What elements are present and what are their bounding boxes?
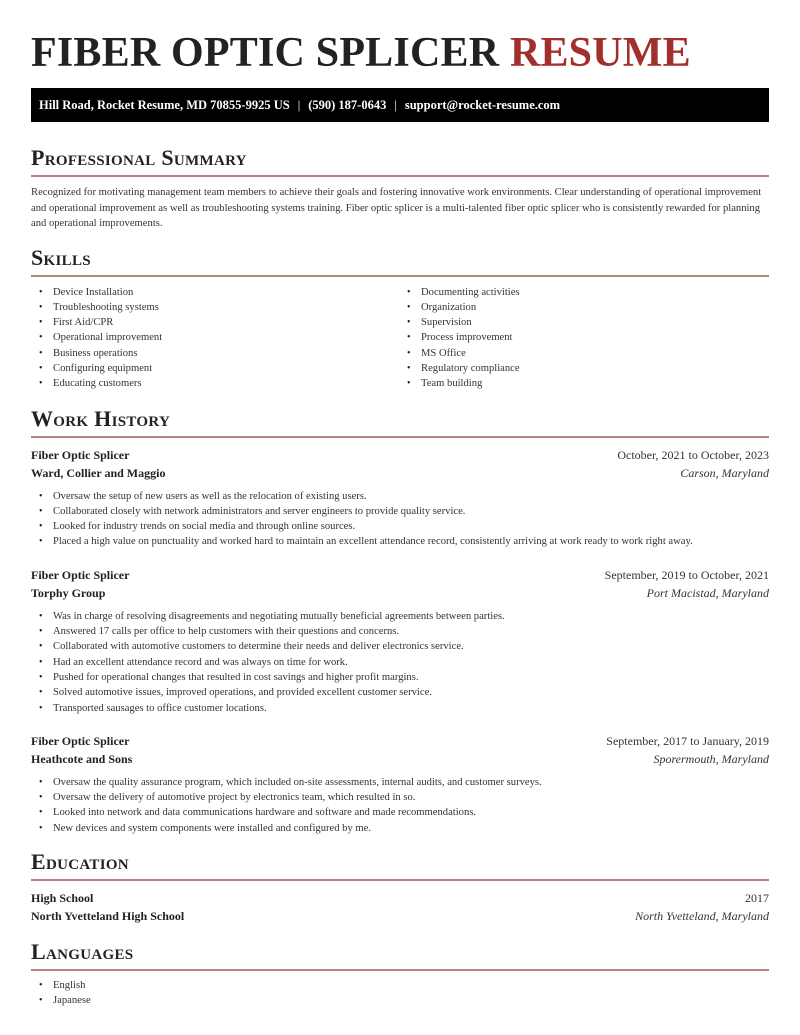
resume-title [31, 30, 769, 76]
skill-item: • Troubleshooting systems [31, 300, 400, 315]
section-heading-summary: Professional Summary [31, 145, 247, 170]
skill-item: • First Aid/CPR [31, 315, 400, 330]
language-item: • English [31, 978, 769, 993]
contact-address: Hill Road, Rocket Resume, MD 70855-9925 US [39, 97, 290, 112]
job-duty: • Collaborated with automotive customers to determine their needs and deliver electronics service. [31, 639, 769, 654]
job-entry [31, 732, 769, 836]
job-dates: September, 2017 to January, 2019 [606, 733, 769, 748]
job-duties [31, 489, 769, 550]
title-main: FIBER OPTIC SPLICER [31, 30, 500, 76]
languages-section [31, 939, 769, 1009]
summary-section [31, 145, 769, 232]
section-heading-skills: Skills [31, 244, 91, 270]
languages-list [31, 978, 769, 1009]
section-divider [31, 275, 769, 277]
job-duty: • Transported sausages to office customer locations. [31, 701, 769, 716]
education-location: North Yvetteland, Maryland [635, 909, 769, 924]
job-location: Sporermouth, Maryland [653, 751, 769, 766]
section-divider [31, 969, 769, 971]
job-location: Port Macistad, Maryland [646, 585, 769, 600]
job-company: Torphy Group [31, 585, 106, 600]
skill-item: • MS Office [400, 346, 769, 361]
skill-item: • Educating customers [31, 376, 400, 391]
skill-item: • Team building [400, 376, 769, 391]
job-dates: October, 2021 to October, 2023 [617, 447, 769, 462]
skill-item: • Regulatory compliance [400, 361, 769, 376]
section-heading-languages: Languages [31, 939, 134, 965]
job-duties [31, 775, 769, 836]
skill-item: • Operational improvement [31, 330, 400, 345]
contact-separator: | [394, 97, 397, 112]
section-heading-work-history: Work History [31, 405, 171, 431]
summary-text: Recognized for motivating management team members to achieve their goals and fostering innovative work environments. Clear understanding of operational improvement and operational improvement as well as troubleshooting systems training. Fiber optic splicer is a multi-talented fiber optic splicer who is consistently rewarded for planning and operational improvements. [31, 187, 762, 229]
contact-bar [31, 88, 769, 122]
skill-item: • Configuring equipment [31, 361, 400, 376]
job-duties [31, 609, 769, 716]
job-entry [31, 566, 769, 716]
job-duty: • Oversaw the quality assurance program, which included on-site assessments, internal audits, and customer surveys. [31, 775, 769, 790]
education-section [31, 849, 769, 925]
education-degree-row [31, 889, 769, 907]
job-title-row [31, 732, 769, 750]
job-company: Heathcote and Sons [31, 751, 133, 766]
job-duty: • Pushed for operational changes that resulted in cost savings and higher profit margins. [31, 670, 769, 685]
job-title: Fiber Optic Splicer [31, 567, 130, 582]
job-company-row [31, 584, 769, 602]
skill-item: • Documenting activities [400, 285, 769, 300]
job-location: Carson, Maryland [680, 465, 769, 480]
skill-item: • Device Installation [31, 285, 400, 300]
skill-item: • Organization [400, 300, 769, 315]
job-company-row [31, 750, 769, 768]
section-divider [31, 879, 769, 881]
education-degree: High School [31, 891, 94, 906]
job-title: Fiber Optic Splicer [31, 447, 130, 462]
skills-columns [31, 285, 769, 392]
job-title-row [31, 566, 769, 584]
skill-item: • Business operations [31, 346, 400, 361]
job-duty: • Oversaw the setup of new users as well as the relocation of existing users. [31, 489, 769, 504]
language-item: • Japanese [31, 993, 769, 1008]
job-entry [31, 446, 769, 550]
contact-phone: (590) 187-0643 [308, 97, 387, 112]
education-entry [31, 889, 769, 925]
education-school: North Yvetteland High School [31, 909, 185, 924]
work-history-section [31, 406, 769, 836]
education-school-row [31, 907, 769, 925]
job-title: Fiber Optic Splicer [31, 733, 130, 748]
skills-list-right [400, 285, 769, 392]
job-duty: • Looked for industry trends on social media and through online sources. [31, 519, 769, 534]
contact-separator: | [297, 97, 301, 112]
skill-item: • Supervision [400, 315, 769, 330]
section-divider [31, 175, 769, 177]
section-divider [31, 436, 769, 438]
job-duty: • Placed a high value on punctuality and worked hard to maintain an excellent attendance record, consistently arriving at work ready to work right away. [31, 534, 769, 549]
section-heading-education: Education [31, 849, 129, 875]
job-company: Ward, Collier and Maggio [31, 465, 166, 480]
job-duty: • Had an excellent attendance record and was always on time for work. [31, 655, 769, 670]
education-year: 2017 [745, 891, 769, 906]
title-accent: RESUME [509, 30, 691, 76]
job-duty: • Solved automotive issues, improved operations, and provided excellent customer service. [31, 685, 769, 700]
contact-email[interactable]: support@rocket-resume.com [404, 97, 561, 112]
job-duty: • Oversaw the delivery of automotive project by electronics team, which resulted in so. [31, 790, 769, 805]
job-company-row [31, 464, 769, 482]
job-duty: • New devices and system components were installed and configured by me. [31, 821, 769, 836]
skills-list-left [31, 285, 400, 392]
skill-item: • Process improvement [400, 330, 769, 345]
job-duty: • Looked into network and data communications hardware and software and made recommendations. [31, 805, 769, 820]
job-dates: September, 2019 to October, 2021 [604, 567, 769, 582]
job-duty: • Answered 17 calls per office to help customers with their questions and concerns. [31, 624, 769, 639]
skills-section [31, 245, 769, 392]
job-duty: • Was in charge of resolving disagreements and negotiating mutually beneficial agreements between parties. [31, 609, 769, 624]
job-duty: • Collaborated closely with network administrators and server engineers to provide quality service. [31, 504, 769, 519]
job-title-row [31, 446, 769, 464]
